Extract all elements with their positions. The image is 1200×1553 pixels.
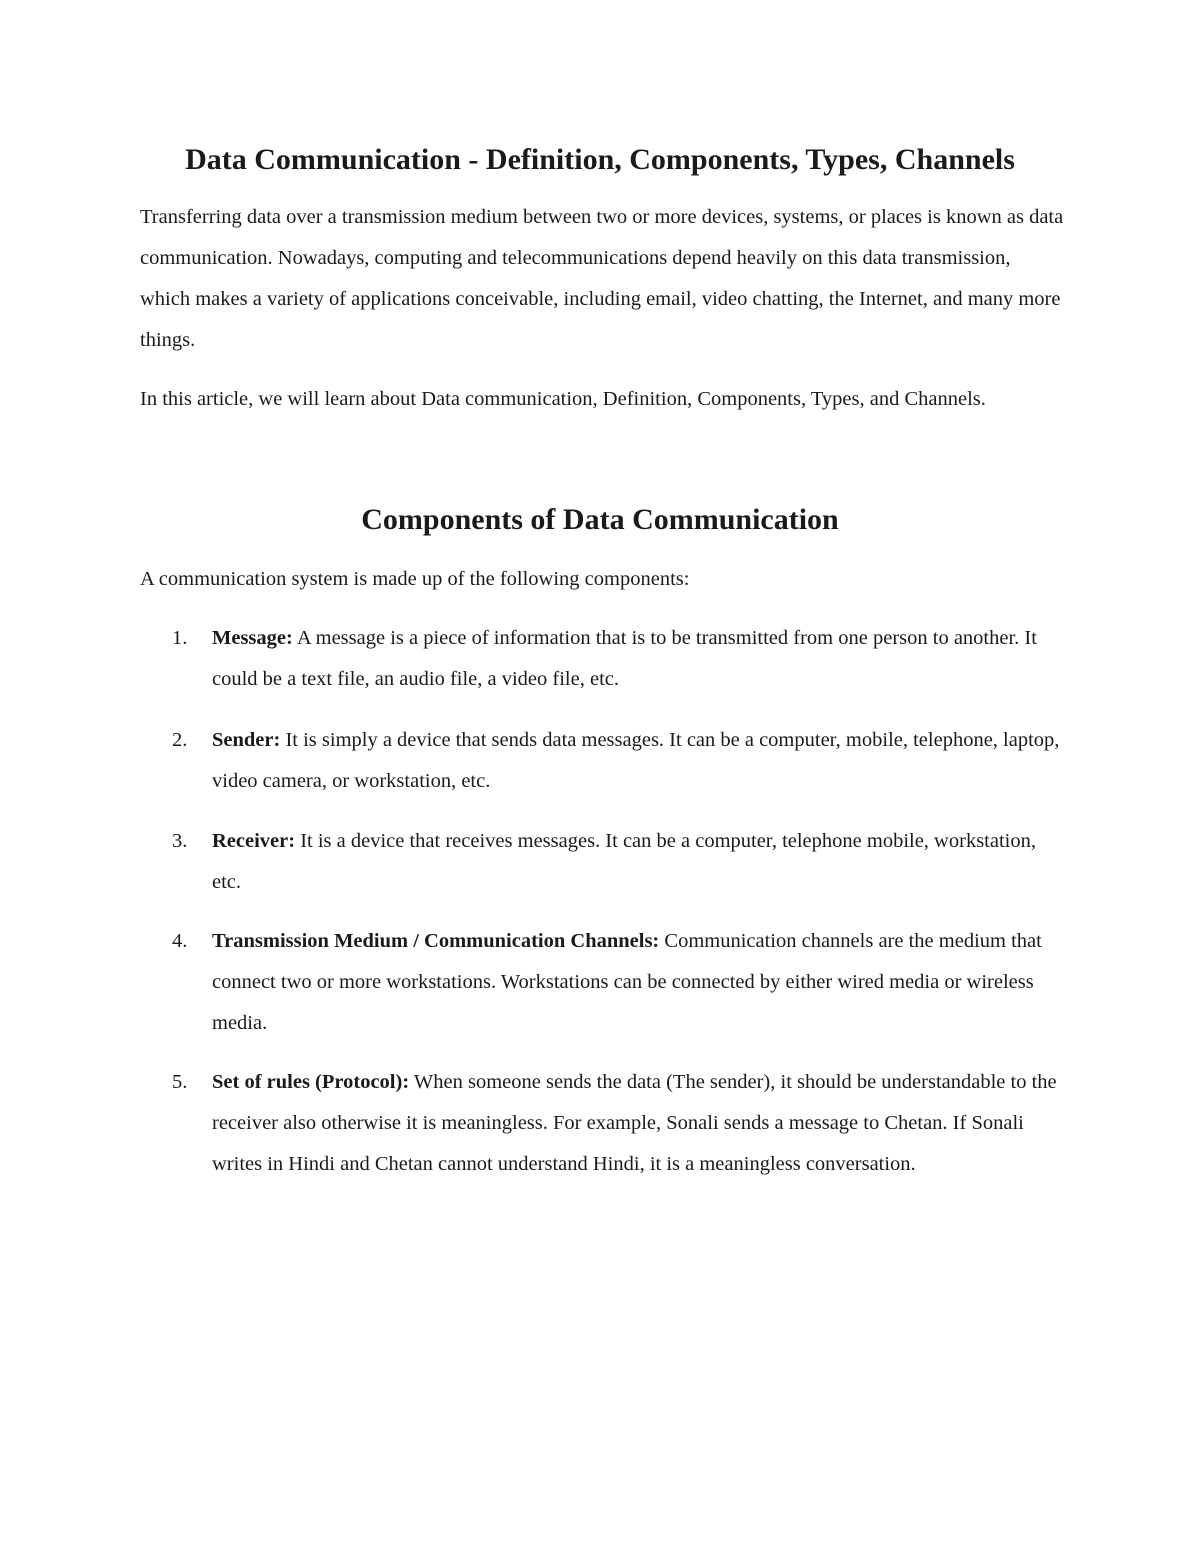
list-item-text: It is simply a device that sends data messages. It can be a computer, mobile, telephone, laptop, video camera, or workstation, etc. [212, 729, 1060, 792]
list-item-sender [172, 720, 1067, 802]
list-item-text: A message is a piece of information that is to be transmitted from one person to another. It could be a text file, an audio file, a video file, etc. [212, 627, 1037, 690]
list-item-number: 1. [172, 627, 188, 649]
list-item-term: Set of rules (Protocol): [212, 1071, 410, 1093]
list-item-number: 2. [172, 729, 188, 751]
list-item-number: 4. [172, 930, 188, 952]
list-item-term: Sender: [212, 729, 281, 751]
list-item-number: 5. [172, 1071, 188, 1093]
list-item-text: It is a device that receives messages. It can be a computer, telephone mobile, workstation, etc. [212, 830, 1036, 893]
intro-paragraph-2: In this article, we will learn about Data communication, Definition, Components, Types, and Channels. [140, 388, 986, 410]
components-lead: A communication system is made up of the following components: [140, 568, 690, 590]
list-item-number: 3. [172, 830, 188, 852]
intro-paragraph-1: Transferring data over a transmission medium between two or more devices, systems, or places is known as data communication. Nowadays, computing and telecommunications depend heavily on this data transmission, which makes a variety of applications conceivable, including email, video chatting, the Internet, and many more things. [140, 206, 1064, 351]
list-item-text: When someone sends the data (The sender), it should be understandable to the receiver also otherwise it is meaningless. For example, Sonali sends a message to Chetan. If Sonali writes in Hindi and Chetan cannot understand Hindi, it is a meaningless conversation. [212, 1071, 1057, 1175]
list-item-transmission-medium [172, 921, 1067, 1044]
list-item-term: Transmission Medium / Communication Channels: [212, 930, 660, 952]
list-item-protocol [172, 1062, 1067, 1185]
list-item-message [172, 618, 1067, 700]
list-item-text: Communication channels are the medium that connect two or more workstations. Workstations can be connected by either wired media or wireless media. [212, 930, 1042, 1034]
list-item-receiver [172, 821, 1067, 903]
list-item-term: Message: [212, 627, 293, 649]
components-heading: Components of Data Communication [361, 503, 839, 536]
list-item-term: Receiver: [212, 830, 296, 852]
document-title: Data Communication - Definition, Components, Types, Channels [185, 143, 1015, 176]
